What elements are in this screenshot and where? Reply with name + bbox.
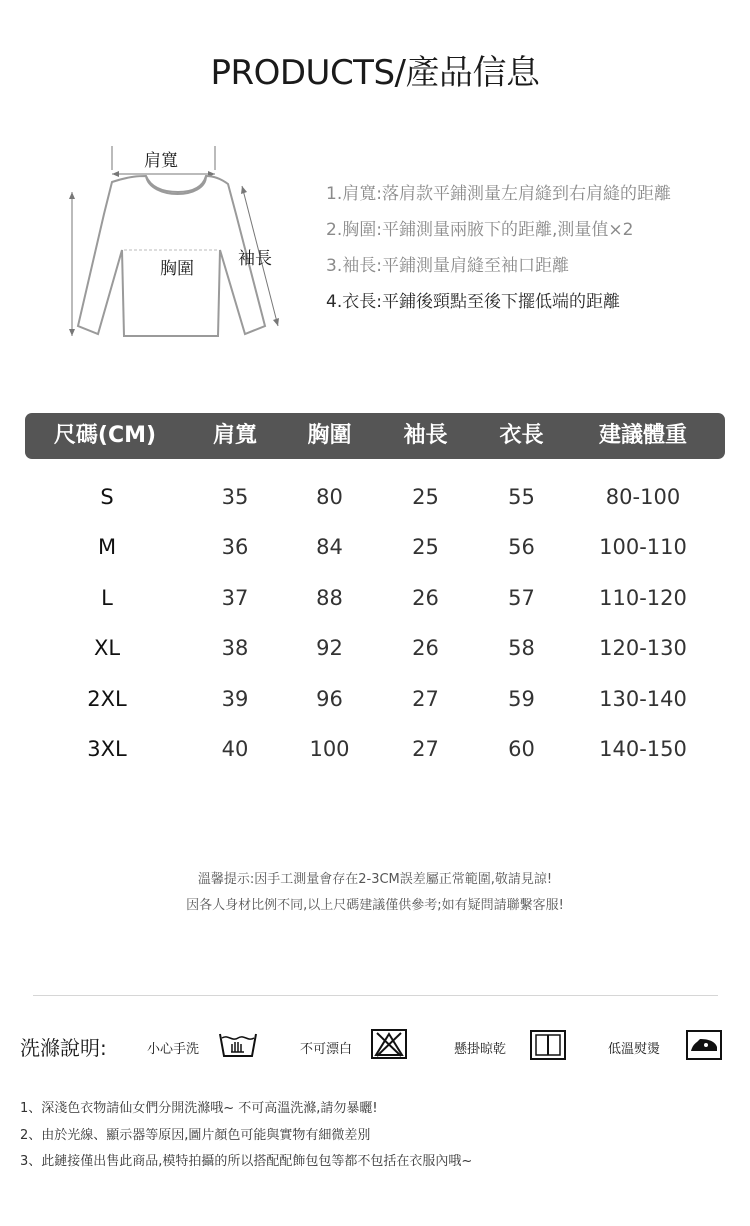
care-label-no-bleach: 不可漂白	[300, 1042, 353, 1057]
table-cell: 60	[508, 737, 535, 761]
header-sleeve: 袖長	[403, 423, 448, 448]
table-row-size: L	[101, 586, 113, 610]
table-cell: 36	[221, 535, 249, 559]
hang-dry-icon	[530, 1030, 566, 1060]
care-title: 洗滌說明:	[20, 1036, 107, 1060]
table-cell: 27	[412, 687, 439, 711]
divider	[33, 995, 718, 996]
table-cell: 96	[316, 687, 343, 711]
table-cell: 80-100	[605, 485, 681, 509]
header-shoulder: 肩寬	[212, 423, 257, 448]
care-label-low-iron: 低溫熨燙	[608, 1042, 661, 1057]
table-cell: 58	[508, 636, 535, 660]
table-cell: 26	[412, 636, 439, 660]
note-length: 4.衣長:平鋪後頸點至後下擺低端的距離	[326, 292, 620, 312]
note-chest: 2.胸圍:平鋪測量兩腋下的距離,測量值×2	[326, 220, 634, 240]
table-row-size: 3XL	[87, 737, 127, 761]
table-cell: 40	[221, 737, 249, 761]
label-chest: 胸圍	[160, 259, 194, 279]
note-shoulder: 1.肩寬:落肩款平鋪測量左肩縫到右肩縫的距離	[326, 184, 671, 204]
bottom-note-wash: 1、深淺色衣物請仙女們分開洗滌哦~ 不可高溫洗滌,請勿暴曬!	[20, 1101, 378, 1116]
tip-reference-only: 因各人身材比例不同,以上尺碼建議僅供參考;如有疑問請聯繫客服!	[186, 898, 564, 913]
table-row-size: M	[97, 535, 117, 559]
measurement-notes	[326, 176, 671, 320]
table-cell: 25	[412, 485, 439, 509]
table-row-size: 2XL	[87, 687, 127, 711]
table-cell: 100-110	[599, 535, 687, 559]
care-label-hang-dry: 懸掛晾乾	[454, 1042, 507, 1057]
table-cell: 140-150	[599, 737, 687, 761]
table-cell: 110-120	[599, 586, 687, 610]
header-length: 衣長	[499, 423, 544, 448]
note-sleeve: 3.袖長:平鋪測量肩縫至袖口距離	[326, 256, 569, 276]
header-weight: 建議體重	[598, 423, 687, 448]
table-cell: 57	[508, 586, 535, 610]
label-shoulder: 肩寬	[144, 151, 178, 171]
header-chest: 胸圍	[307, 423, 352, 448]
table-cell: 59	[508, 687, 535, 711]
table-cell: 38	[221, 636, 249, 660]
tip-measurement-error: 溫馨提示:因手工測量會存在2-3CM誤差屬正常範圍,敬請見諒!	[197, 872, 553, 887]
table-cell: 35	[221, 485, 249, 509]
table-cell: 55	[508, 485, 535, 509]
table-cell: 27	[412, 737, 439, 761]
low-iron-icon	[686, 1030, 722, 1060]
table-row-size: XL	[93, 636, 121, 660]
table-cell: 25	[412, 535, 439, 559]
table-cell: 130-140	[599, 687, 687, 711]
table-cell: 100	[309, 737, 350, 761]
table-cell: 80	[316, 485, 343, 509]
table-cell: 120-130	[599, 636, 687, 660]
table-cell: 84	[316, 535, 343, 559]
header-size: 尺碼(CM)	[53, 423, 157, 448]
table-cell: 56	[508, 535, 535, 559]
table-cell: 39	[221, 687, 249, 711]
garment-diagram	[60, 140, 290, 350]
bottom-note-color: 2、由於光線、顯示器等原因,圖片顏色可能與實物有細微差別	[20, 1128, 371, 1143]
no-bleach-icon	[371, 1029, 407, 1059]
care-label-hand-wash: 小心手洗	[147, 1042, 200, 1057]
table-cell: 92	[316, 636, 343, 660]
label-sleeve: 袖長	[238, 249, 272, 269]
bottom-note-accessories: 3、此鏈接僅出售此商品,模特拍攝的所以搭配配飾包包等都不包括在衣服內哦~	[20, 1154, 473, 1169]
table-cell: 37	[221, 586, 249, 610]
table-cell: 88	[316, 586, 343, 610]
table-row-size: S	[100, 485, 114, 509]
table-cell: 26	[412, 586, 439, 610]
hand-wash-icon	[218, 1030, 258, 1060]
page-title: PRODUCTS/產品信息	[210, 53, 540, 93]
